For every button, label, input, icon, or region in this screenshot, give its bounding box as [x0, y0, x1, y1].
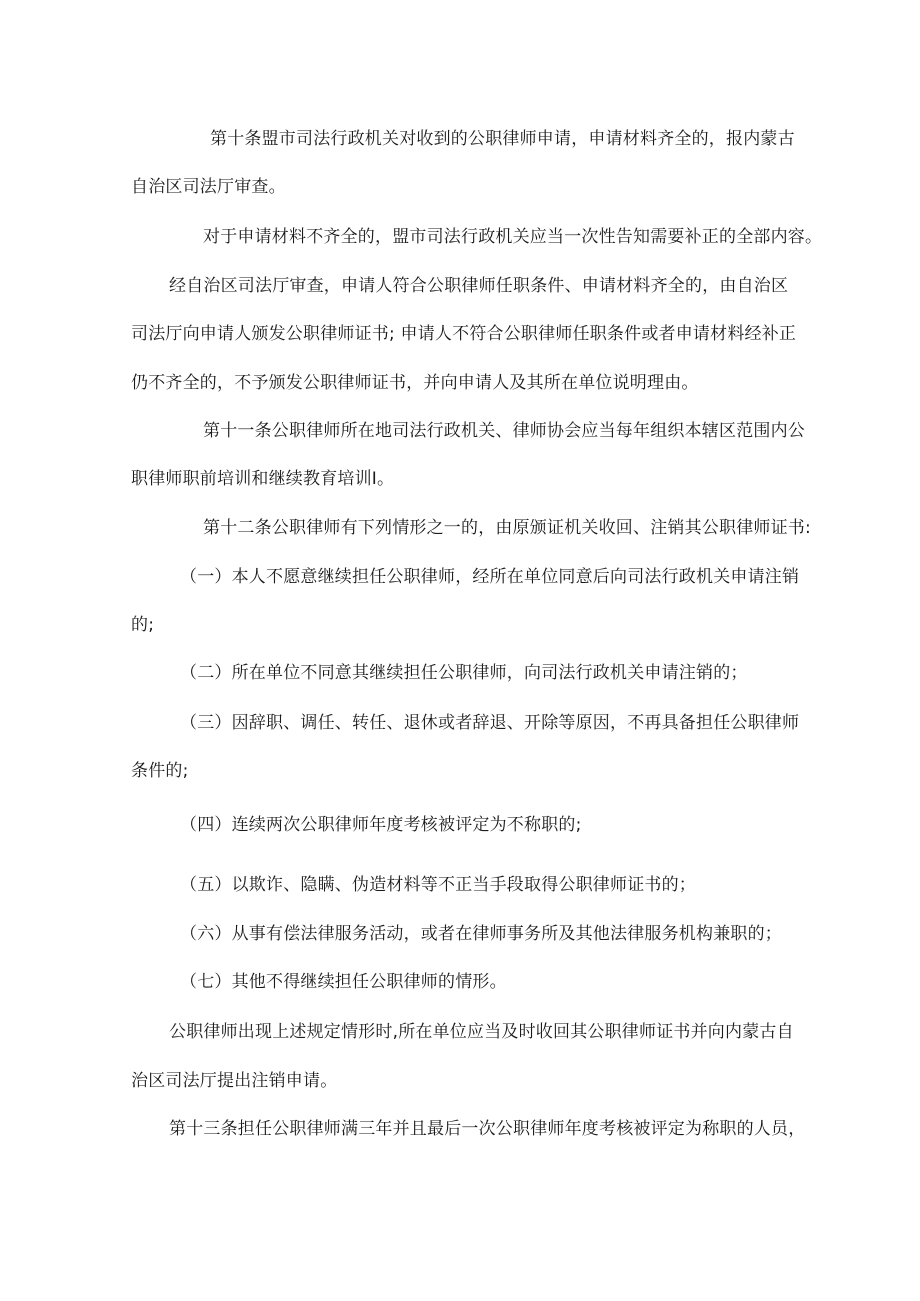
- text-line: （一）本人不愿意继续担任公职律师，经所在单位同意后向司法行政机关申请注销: [180, 567, 800, 587]
- text-line: （四）连续两次公职律师年度考核被评定为不称职的;: [180, 815, 582, 835]
- text-line: 自治区司法厅审查。: [131, 177, 286, 197]
- text-line: （五）以欺诈、隐瞒、伪造材料等不正当手段取得公职律师证书的；: [180, 875, 696, 895]
- text-line: 的;: [131, 615, 155, 635]
- text-line: 公职律师出现上述规定情形时,所在单位应当及时收回其公职律师证书并向内蒙古自: [169, 1022, 794, 1042]
- text-line: 第十条盟市司法行政机关对收到的公职律师申请，申请材料齐全的，报内蒙古: [210, 129, 795, 149]
- text-line: 条件的;: [131, 761, 189, 781]
- text-line: 第十三条担任公职律师满三年并且最后一次公职律师年度考核被评定为称职的人员，: [169, 1119, 806, 1139]
- text-line: （六）从事有偿法律服务活动，或者在律师事务所及其他法律服务机构兼职的；: [180, 924, 782, 944]
- text-line: 职律师职前培训和继续教育培训I。: [131, 469, 395, 489]
- text-line: 对于申请材料不齐全的，盟市司法行政机关应当一次性告知需要补正的全部内容。: [203, 227, 823, 247]
- text-line: （七）其他不得继续担任公职律师的情形。: [180, 972, 507, 992]
- text-line: 第十一条公职律师所在地司法行政机关、律师协会应当每年组织本辖区范围内公: [203, 421, 805, 441]
- text-line: （二）所在单位不同意其继续担任公职律师，向司法行政机关申请注销的；: [180, 663, 748, 683]
- text-line: 仍不齐全的，不予颁发公职律师证书，并向申请人及其所在单位说明理由。: [131, 373, 699, 393]
- text-line: 司法厅向申请人颁发公职律师证书; 申请人不符合公职律师任职条件或者申请材料经补正: [131, 324, 797, 344]
- text-line: 治区司法厅提出注销申请。: [131, 1071, 338, 1091]
- text-line: 第十二条公职律师有下列情形之一的，由原颁证机关收回、注销其公职律师证书:: [203, 518, 811, 538]
- text-line: （三）因辞职、调任、转任、退休或者辞退、开除等原因，不再具备担任公职律师: [180, 713, 800, 733]
- text-line: 经自治区司法厅审查，申请人符合公职律师任职条件、申请材料齐全的，由自治区: [169, 276, 789, 296]
